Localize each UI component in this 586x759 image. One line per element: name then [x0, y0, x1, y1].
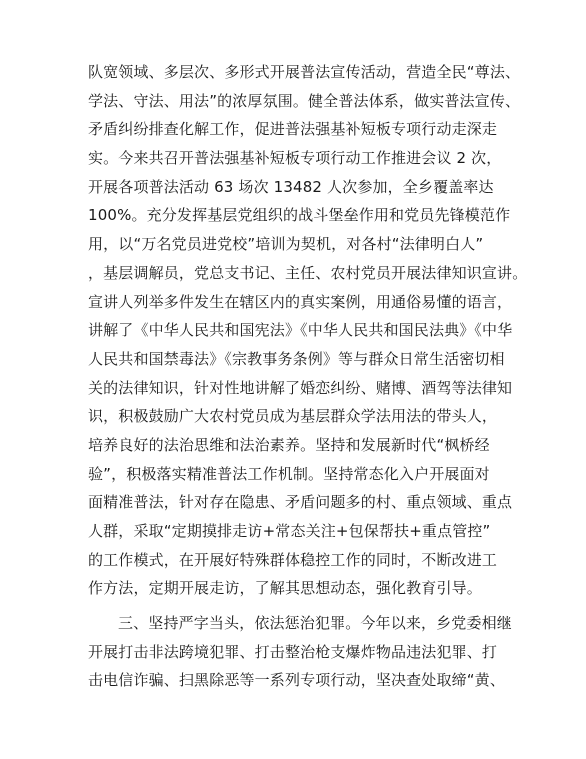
body-line: 作方法，定期开展走访，了解其思想动态，强化教育引导。	[88, 579, 482, 598]
body-line: 队宽领域、多层次、多形式开展普法宣传活动，营造全民“尊法、	[88, 63, 521, 81]
body-line: 学法、守法、用法”的浓厚氛围。健全普法体系，做实普法宣传、	[88, 91, 521, 110]
body-line: 讲解了《中华人民共和国宪法》《中华人民共和国民法典》《中华	[88, 321, 513, 340]
body-line: 人群，采取“定期摸排走访+常态关注+包保帮扶+重点管控”	[88, 522, 491, 540]
body-line: 矛盾纠纷排查化解工作，促进普法强基补短板专项行动走深走	[88, 120, 498, 139]
body-line: 开展各项普法活动 63 场次 13482 人次参加，全乡覆盖率达	[88, 177, 494, 196]
body-line: 人民共和国禁毒法》《宗教事务条例》等与群众日常生活密切相	[88, 349, 505, 368]
body-line: 培养良好的法治思维和法治素养。坚持和发展新时代“枫桥经	[88, 435, 490, 454]
body-line: 验”，积极落实精准普法工作机制。坚持常态化入户开展面对	[88, 464, 490, 483]
section-line: 击电信诈骗、扫黑除恶等一系列专项行动，坚决查处取缔“黄、	[88, 671, 505, 690]
body-line: 用，以“万名党员进党校”培训为契机，对各村“法律明白人”	[88, 235, 484, 254]
body-line: 宣讲人列举多件发生在辖区内的真实案例，用通俗易懂的语言，	[88, 292, 513, 311]
body-line: 识，积极鼓励广大农村党员成为基层群众学法用法的带头人，	[88, 407, 498, 426]
body-line: 的工作模式，在开展好特殊群体稳控工作的同时，不断改进工	[88, 550, 498, 569]
body-line: 面精准普法，针对存在隐患、矛盾问题多的村、重点领域、重点	[88, 493, 513, 512]
document-body	[88, 58, 528, 695]
section-line: 开展打击非法跨境犯罪、打击整治枪支爆炸物品违法犯罪、打	[88, 642, 498, 661]
body-line: ，基层调解员，党总支书记、主任、农村党员开展法律知识宣讲。	[88, 263, 528, 282]
body-line: 实。今来共召开普法强基补短板专项行动工作推进会议 2 次，	[88, 149, 502, 168]
body-line: 关的法律知识，针对性地讲解了婚恋纠纷、赌博、酒驾等法律知	[88, 378, 513, 397]
body-line: 100%。充分发挥基层党组织的战斗堡垒作用和党员先锋模范作	[88, 206, 511, 225]
section-heading-line: 三、坚持严字当头，依法惩治犯罪。今年以来，乡党委相继	[118, 614, 512, 633]
